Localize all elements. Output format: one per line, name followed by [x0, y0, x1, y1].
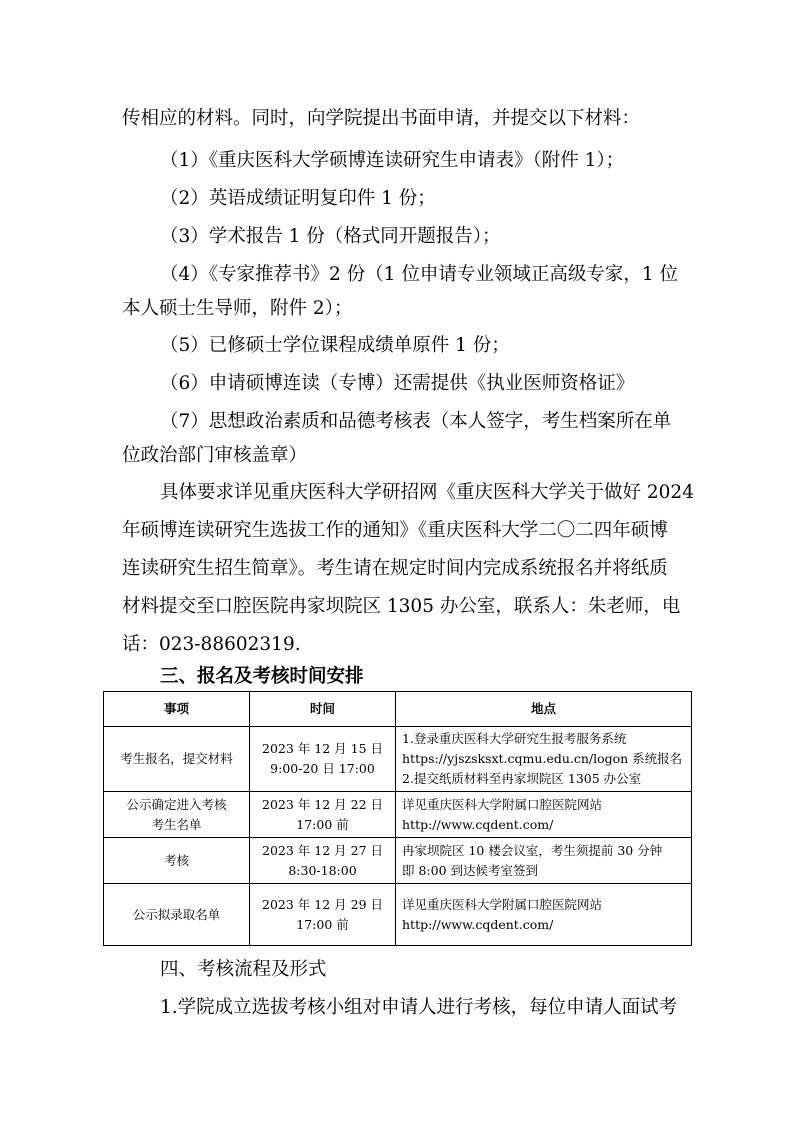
row-time-line: 9:00-20 日 17:00 — [270, 761, 375, 776]
row-time-line: 2023 年 12 月 22 日 — [262, 796, 383, 812]
table-header-row — [104, 692, 692, 727]
row-time — [250, 792, 396, 838]
material-item-3: （3）学术报告 1 份（格式同开题报告）； — [160, 226, 501, 247]
material-item-2: （2）英语成绩证明复印件 1 份； — [160, 188, 436, 209]
row-item-line: 考生名单 — [151, 816, 202, 832]
material-item-5: （5）已修硕士学位课程成绩单原件 1 份； — [160, 335, 510, 356]
row-item-line: 考生报名，提交材料 — [120, 751, 233, 766]
material-item-4: （4）《专家推荐书》2 份（1 位申请专业领域正高级专家，1 位 — [160, 264, 678, 285]
header-place: 地点 — [396, 692, 692, 727]
table-row — [104, 838, 692, 884]
table-row — [104, 727, 692, 792]
row-place-link[interactable]: http://www.cqdent.com/ — [402, 816, 554, 832]
details-line-2: 年硕博连读研究生选拔工作的通知》《重庆医科大学二〇二四年硕博 — [122, 520, 668, 541]
material-item-1: （1）《重庆医科大学硕博连读研究生申请表》（附件 1）； — [160, 150, 625, 171]
table-row — [104, 792, 692, 838]
row-time-line: 17:00 前 — [296, 816, 349, 832]
row-place-line: 详见重庆医科大学附属口腔医院网站 — [402, 896, 603, 912]
row-item — [104, 727, 250, 792]
row-item — [104, 792, 250, 838]
row-place — [396, 838, 692, 884]
row-item-line: 公示确定进入考核 — [126, 796, 227, 812]
details-line-5: 话：023-88602319. — [122, 634, 301, 655]
details-line-4: 材料提交至口腔医院冉家坝院区 1305 办公室，联系人：朱老师，电 — [122, 596, 681, 617]
row-item — [104, 838, 250, 884]
row-item — [104, 884, 250, 946]
row-time-line: 17:00 前 — [296, 916, 349, 932]
details-line-1: 具体要求详见重庆医科大学研招网《重庆医科大学关于做好 2024 — [160, 482, 694, 503]
row-item-line: 考核 — [163, 852, 189, 868]
row-place-line: 2.提交纸质材料至冉家坝院区 1305 办公室 — [402, 771, 642, 786]
row-time-line: 8:30-18:00 — [288, 862, 357, 878]
row-time-line: 2023 年 12 月 29 日 — [262, 896, 383, 912]
material-item-7-cont: 位政治部门审核盖章） — [122, 445, 308, 466]
header-time: 时间 — [250, 692, 396, 727]
row-place — [396, 792, 692, 838]
intro-line: 传相应的材料。同时，向学院提出书面申请，并提交以下材料： — [122, 108, 641, 129]
row-place-link[interactable]: http://www.cqdent.com/ — [402, 916, 554, 932]
row-place-line: 即 8:00 到达候考室签到 — [402, 862, 539, 878]
table-row — [104, 884, 692, 946]
row-time — [250, 838, 396, 884]
row-place-line: 冉家坝院区 10 楼会议室，考生须提前 30 分钟 — [402, 842, 663, 858]
header-item: 事项 — [104, 692, 250, 727]
row-time-line: 2023 年 12 月 27 日 — [262, 842, 383, 858]
row-time — [250, 727, 396, 792]
schedule-table — [103, 691, 692, 946]
section-3-title: 三、报名及考核时间安排 — [160, 666, 364, 687]
material-item-6: （6）申请硕博连读（专博）还需提供《执业医师资格证》 — [160, 373, 635, 394]
section-4-line-1: 1.学院成立选拔考核小组对申请人进行考核，每位申请人面试考 — [160, 997, 678, 1018]
row-place-line: 详见重庆医科大学附属口腔医院网站 — [402, 796, 603, 812]
row-place — [396, 727, 692, 792]
row-place-line: 1.登录重庆医科大学研究生报考服务系统 — [402, 731, 627, 746]
material-item-7: （7）思想政治素质和品德考核表（本人签字，考生档案所在单 — [160, 411, 672, 432]
row-place — [396, 884, 692, 946]
details-line-3: 连读研究生招生简章》。考生请在规定时间内完成系统报名并将纸质 — [122, 558, 668, 579]
row-time-line: 2023 年 12 月 15 日 — [262, 741, 383, 756]
section-4-title: 四、考核流程及形式 — [160, 959, 327, 980]
material-item-4-cont: 本人硕士生导师，附件 2）； — [122, 298, 353, 319]
row-place-link[interactable]: https://yjszsksxt.cqmu.edu.cn/logon 系统报名 — [402, 751, 683, 766]
row-item-line: 公示拟录取名单 — [132, 906, 221, 922]
row-time — [250, 884, 396, 946]
